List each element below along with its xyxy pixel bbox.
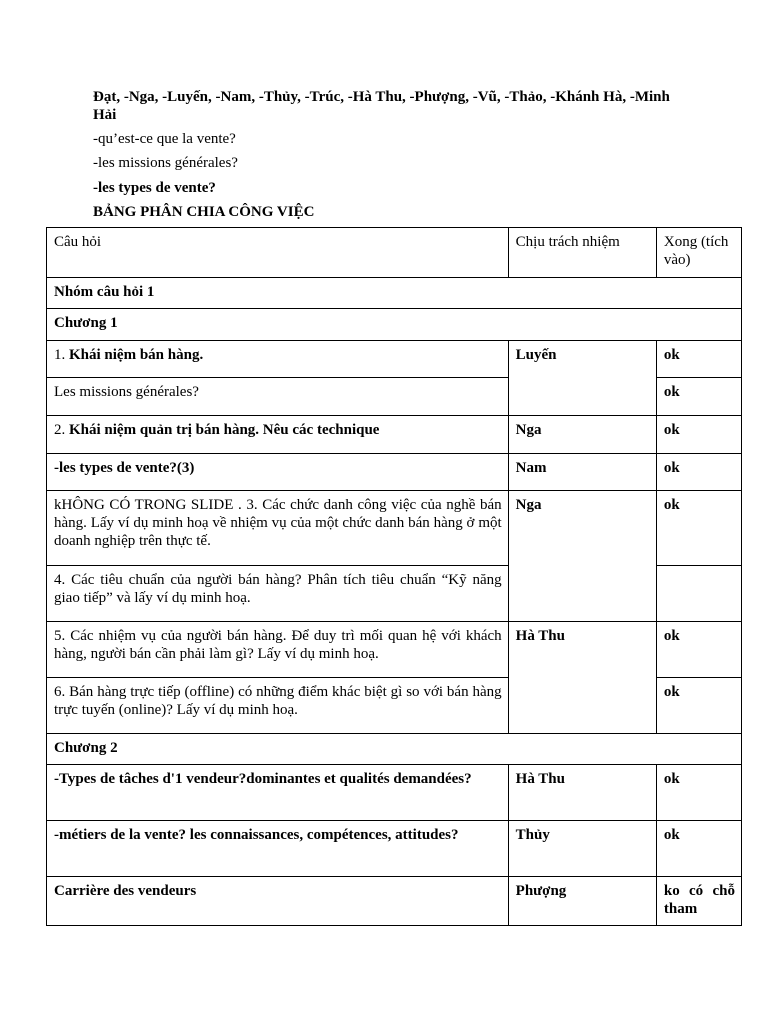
- owner-cell: Nga: [508, 491, 656, 622]
- done-cell: ok: [656, 491, 741, 566]
- question-text: Khái niệm quản trị bán hàng. Nêu các technique: [69, 422, 380, 438]
- owner-cell: Hà Thu: [508, 622, 656, 734]
- question-text: Khái niệm bán hàng.: [69, 347, 204, 363]
- group-row: [47, 278, 742, 309]
- topic-line-2: -les missions générales?: [93, 155, 238, 171]
- done-cell: ok: [656, 765, 741, 821]
- header-owner: Chịu trách nhiệm: [508, 228, 656, 278]
- question-number: 2.: [54, 422, 69, 438]
- done-cell: ok: [656, 821, 741, 877]
- done-cell: ok: [656, 416, 741, 454]
- owner-cell: Phượng: [508, 877, 656, 926]
- question-cell: Carrière des vendeurs: [47, 877, 509, 926]
- table-row: [47, 454, 742, 491]
- question-cell: 4. Các tiêu chuẩn của người bán hàng? Phân tích tiêu chuẩn “Kỹ năng giao tiếp” và lấy ví dụ minh hoạ.: [47, 566, 509, 622]
- done-cell: ok: [656, 454, 741, 491]
- question-cell: [47, 341, 509, 378]
- owner-cell: Nam: [508, 454, 656, 491]
- table-title: BẢNG PHÂN CHIA CÔNG VIỆC: [93, 204, 315, 220]
- owner-cell: Thủy: [508, 821, 656, 877]
- chapter-2-label: Chương 2: [47, 734, 742, 765]
- done-cell: ok: [656, 622, 741, 678]
- done-cell: ok: [656, 378, 741, 416]
- table-row: [47, 821, 742, 877]
- chapter-row: [47, 309, 742, 341]
- header-question: Câu hỏi: [47, 228, 509, 278]
- table-header-row: [47, 228, 742, 278]
- chapter-1-label: Chương 1: [47, 309, 742, 341]
- table-row: [47, 622, 742, 678]
- group-label: Nhóm câu hỏi 1: [47, 278, 742, 309]
- question-cell: -Types de tâches d'1 vendeur?dominantes et qualités demandées?: [47, 765, 509, 821]
- table-row: [47, 416, 742, 454]
- topic-line-3: -les types de vente?: [93, 180, 216, 196]
- owner-cell: Nga: [508, 416, 656, 454]
- question-cell: Les missions générales?: [47, 378, 509, 416]
- table-row: [47, 877, 742, 926]
- table-row: [47, 765, 742, 821]
- table-row: [47, 341, 742, 378]
- question-cell: -métiers de la vente? les connaissances, compétences, attitudes?: [47, 821, 509, 877]
- done-cell: [656, 566, 741, 622]
- question-cell: -les types de vente?(3): [47, 454, 509, 491]
- done-cell: ko có chỗ tham: [656, 877, 741, 926]
- done-cell: ok: [656, 341, 741, 378]
- header-done: Xong (tích vào): [656, 228, 741, 278]
- owner-cell: Hà Thu: [508, 765, 656, 821]
- table-row: [47, 491, 742, 566]
- question-cell: 6. Bán hàng trực tiếp (offline) có những điểm khác biệt gì so với bán hàng trực tuyến (online)? Lấy ví dụ minh hoạ.: [47, 678, 509, 734]
- question-cell: 5. Các nhiệm vụ của người bán hàng. Để duy trì mối quan hệ với khách hàng, người bán cần phải làm gì? Lấy ví dụ minh hoạ.: [47, 622, 509, 678]
- question-cell: kHÔNG CÓ TRONG SLIDE . 3. Các chức danh công việc của nghề bán hàng. Lấy ví dụ minh hoạ về nhiệm vụ của một chức danh bán hàng ở một doanh nghiệp trên thực tế.: [47, 491, 509, 566]
- question-number: 1.: [54, 347, 69, 363]
- question-cell: [47, 416, 509, 454]
- done-cell: ok: [656, 678, 741, 734]
- task-table: [46, 227, 742, 926]
- topic-line-1: -qu’est-ce que la vente?: [93, 131, 236, 147]
- chapter-row: [47, 734, 742, 765]
- owner-cell: Luyến: [508, 341, 656, 416]
- member-list: Đạt, -Nga, -Luyến, -Nam, -Thủy, -Trúc, -Hà Thu, -Phượng, -Vũ, -Thảo, -Khánh Hà, -Minh Hải: [93, 89, 670, 123]
